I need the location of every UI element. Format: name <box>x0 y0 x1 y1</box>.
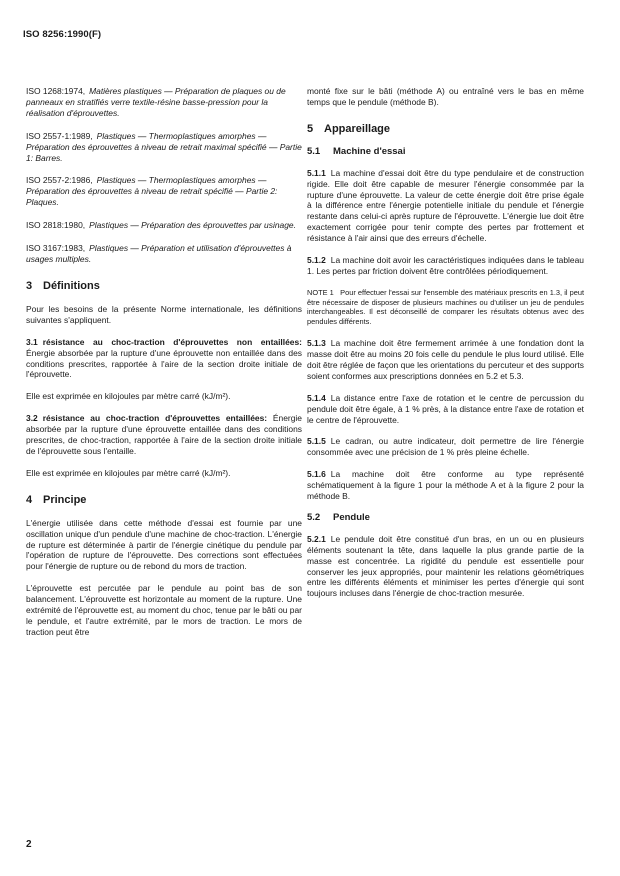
section-4-paragraph-2: L'éprouvette est percutée par le pendule au point bas de son balancement. L'éprouvette est horizontale au moment de la rupture. Une extrémité de l'éprouvette est, au moment du choc, tenue par le bâti ou par le pendule, et l'autre extrémité, par le mors de traction. Le mors de traction peut être <box>26 583 302 637</box>
note-text: Pour effectuer l'essai sur l'ensemble des matériaux prescrits en 1.3, il peut être nécessaire de disposer de plusieurs machines ou d'utiliser un jeu de pendules interchangeables. Il est déconseillé de comparer les résultats obtenus avec des pendules différents. <box>307 287 584 327</box>
subsection-title: Machine d'essai <box>333 145 406 157</box>
clause-5-1-1 <box>307 168 584 244</box>
clause-number: 3.1 <box>26 336 38 347</box>
clause-5-1-6 <box>307 469 584 502</box>
reference-code: ISO 3167:1983, <box>26 243 86 254</box>
definition-3-1-unit: Elle est exprimée en kilojoules par mètre carré (kJ/m²). <box>26 391 231 402</box>
clause-number: 5.1.4 <box>307 392 326 403</box>
clause-number: 5.1.5 <box>307 436 326 447</box>
clause-5-1-5 <box>307 436 584 458</box>
section-title: Appareillage <box>324 122 391 135</box>
clause-text: La distance entre l'axe de rotation et le centre de percussion du pendule doit être égale, à 1 % près, à la distance entre l'axe de rotation et le centre de l'éprouvette. <box>307 392 584 425</box>
reference-title: Plastiques — Thermoplastiques amorphes — Préparation des éprouvettes à niveau de retrait spécifié — Partie 2: Plaques. <box>26 175 278 208</box>
definition-3-1 <box>26 337 302 381</box>
section-3-heading <box>26 280 302 293</box>
left-column <box>26 86 302 649</box>
reference-title: Plastiques — Thermoplastiques amorphes — Préparation des éprouvettes à niveau de retrait maximal spécifié — Partie 1: Barres. <box>26 130 302 163</box>
definition-text: Énergie absorbée par la rupture d'une éprouvette non entaillée dans des conditions prescrites, rapportée à l'aire de la section droite initiale de l'éprouvette. <box>26 347 302 380</box>
section-4-heading <box>26 494 302 507</box>
clause-number: 5.1.2 <box>307 255 326 266</box>
section-5-heading <box>307 123 584 136</box>
reference-code: ISO 2557-1:1989, <box>26 130 93 141</box>
reference-code: ISO 1268:1974, <box>26 86 86 96</box>
clause-text: Le pendule doit être constitué d'un bras, en un ou en plusieurs éléments soutenant la tête, dans laquelle la plus grande partie de la masse est concentrée. La rigidité du pendule est essentielle pour conserver les jeux appropriés, pour maintenir les relations géométriques entre les différents éléments et minimiser les pertes d'énergie qui sont toujours incluses dans l'énergie de choc-traction mesurée. <box>307 533 584 599</box>
subsection-5-2-heading <box>307 513 584 524</box>
reference-iso-2557-2 <box>26 175 302 208</box>
reference-title: Plastiques — Préparation des éprouvettes par usinage. <box>89 220 296 231</box>
clause-text: La machine d'essai doit être du type pendulaire et de construction rigide. Elle doit être capable de mesurer l'énergie consommée par la rupture d'une éprouvette. La valeur de cette énergie doit être prise égale à la différence entre l'énergie potentielle initiale du pendule et l'énergie restante dans celui-ci après rupture de l'éprouvette. L'énergie lue doit être exactement corrigée pour tenir compte des pertes par frottement et résistance à l'air ainsi que des erreurs d'échelle. <box>307 167 584 244</box>
definition-3-2 <box>26 413 302 457</box>
reference-title: Plastiques — Préparation et utilisation d'éprouvettes à usages multiples. <box>26 243 292 264</box>
section-title: Principe <box>43 493 87 506</box>
clause-5-1-2 <box>307 255 584 277</box>
note-label: NOTE 1 <box>307 287 334 297</box>
page-header-standard: ISO 8256:1990(F) <box>23 29 102 40</box>
subsection-title: Pendule <box>333 511 370 523</box>
section-number: 5 <box>307 122 314 135</box>
note-1 <box>307 288 584 327</box>
clause-number: 5.1.1 <box>307 167 326 178</box>
clause-5-2-1 <box>307 534 584 599</box>
reference-iso-1268 <box>26 86 302 119</box>
clause-text: La machine doit avoir les caractéristiques indiquées dans le tableau 1. Les pertes par friction doivent être contrôlées périodiquement. <box>307 255 584 276</box>
right-column <box>307 86 584 610</box>
section-3-intro: Pour les besoins de la présente Norme internationale, les définitions suivantes s'appliquent. <box>26 303 302 325</box>
clause-number: 5.2.1 <box>307 533 326 544</box>
continued-paragraph: monté fixe sur le bâti (méthode A) ou entraîné vers le bas en même temps que le pendule (méthode B). <box>307 86 584 107</box>
clause-5-1-3 <box>307 338 584 382</box>
section-number: 3 <box>26 279 33 292</box>
clause-number: 3.2 <box>26 413 38 424</box>
definition-text: Énergie absorbée par la rupture d'une éprouvette entaillée dans des conditions prescrites, de choc-traction, rapportée à l'aire de la section droite initiale de l'éprouvette sous l'entaille. <box>26 413 302 456</box>
definition-3-2-unit: Elle est exprimée en kilojoules par mètre carré (kJ/m²). <box>26 467 231 478</box>
reference-code: ISO 2557-2:1986, <box>26 175 93 186</box>
subsection-number: 5.1 <box>307 145 321 157</box>
reference-iso-2818 <box>26 220 302 231</box>
clause-number: 5.1.6 <box>307 469 326 480</box>
definition-term: résistance au choc-traction d'éprouvettes entaillées: <box>42 413 268 424</box>
section-number: 4 <box>26 493 33 506</box>
reference-code: ISO 2818:1980, <box>26 220 86 231</box>
clause-5-1-4 <box>307 393 584 426</box>
clause-number: 5.1.3 <box>307 338 326 349</box>
subsection-number: 5.2 <box>307 511 321 523</box>
subsection-5-1-heading <box>307 147 584 158</box>
page-number: 2 <box>26 839 32 850</box>
clause-text: La machine doit être conforme au type représenté schématiquement à la figure 1 pour la méthode A et à la figure 2 pour la méthode B. <box>307 469 584 502</box>
definition-term: résistance au choc-traction d'éprouvettes non entaillées: <box>42 336 302 347</box>
section-title: Définitions <box>43 279 100 292</box>
reference-iso-3167 <box>26 243 302 265</box>
clause-text: Le cadran, ou autre indicateur, doit permettre de lire l'énergie consommée avec une précision de 1 % près pleine échelle. <box>307 436 584 458</box>
clause-text: La machine doit être fermement arrimée à une fondation dont la masse doit être au moins 20 fois celle du pendule le plus lourd utilisé. Elle doit être réglée de façon que les orientations du percuteur et des supports soient conformes aux prescriptions données en 5.2 et 5.3. <box>307 338 584 381</box>
reference-iso-2557-1 <box>26 131 302 164</box>
section-4-paragraph-1: L'énergie utilisée dans cette méthode d'essai est fournie par une oscillation unique d'un pendule d'une machine de choc-traction. L'énergie de rupture est déterminée à partir de l'énergie cinétique du pendule par l'opération de rupture de l'éprouvette. Des corrections sont effectuées pour l'énergie de rupture ou de rebond du mors de traction. <box>26 517 302 572</box>
reference-title: Matières plastiques — Préparation de plaques ou de panneaux en stratifiés verre textile-résine basse-pression pour la réalisation d'éprouvettes. <box>26 86 286 118</box>
